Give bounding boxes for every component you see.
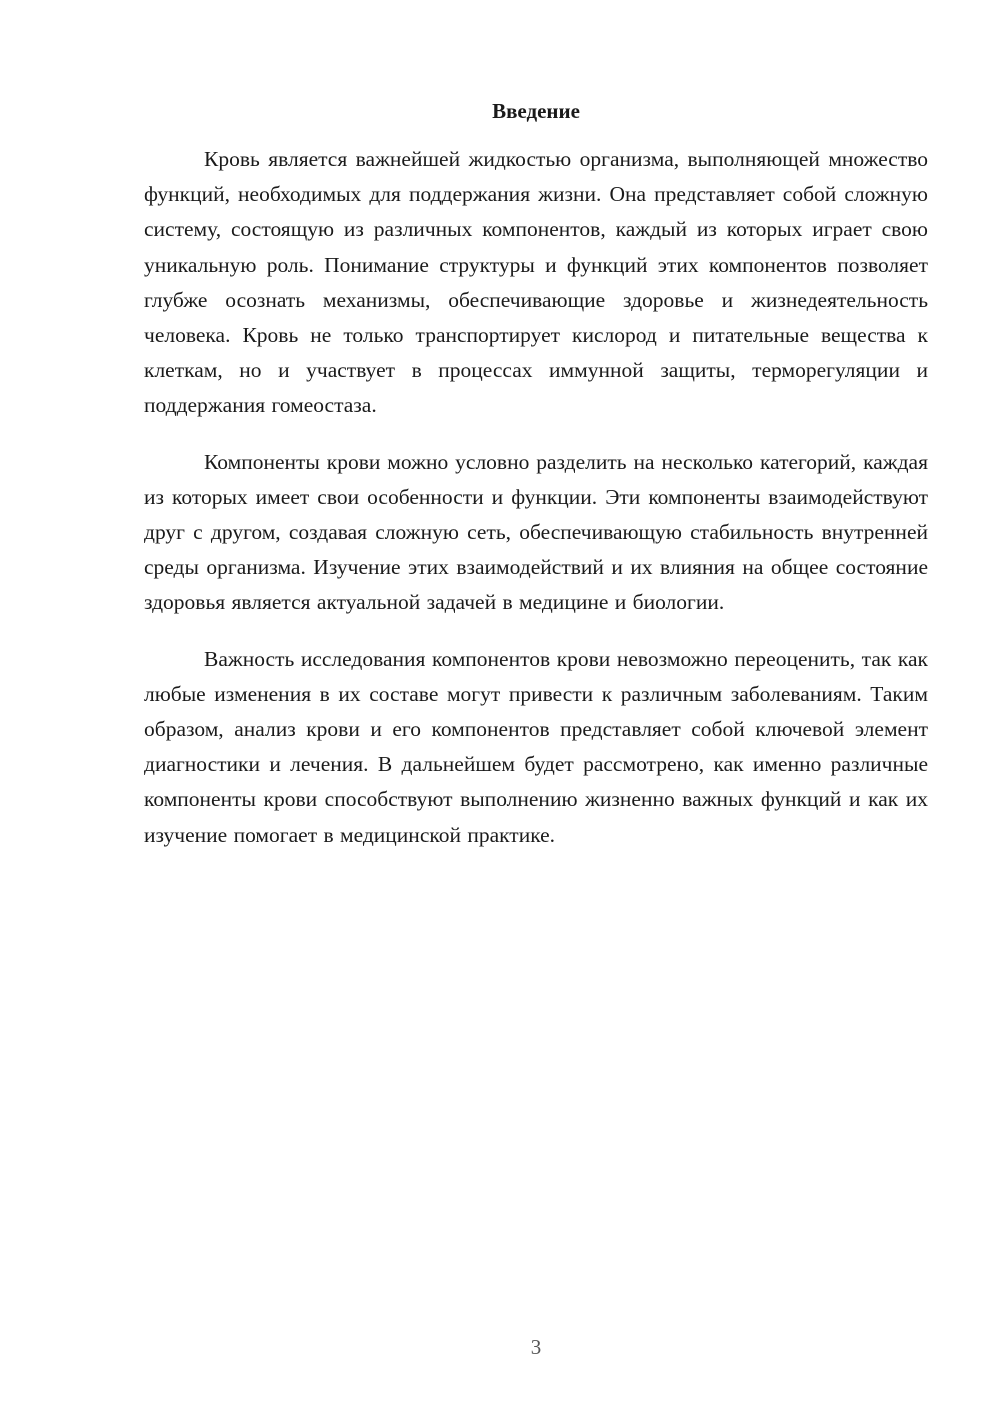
paragraph-2: Компоненты крови можно условно разделить на несколько категорий, каждая из которых имеет свои особенности и функции. Эти компоненты взаимодействуют друг с другом, создавая сложную сеть, обеспечивающую стабильность внутренней среды организма. Изучение этих взаимодействий и их влияния на общее состояние здоровья является актуальной задачей в медицине и биологии. xyxy=(144,449,928,615)
section-heading: Введение xyxy=(492,99,580,123)
body-text xyxy=(144,142,928,874)
page-number: 3 xyxy=(530,1335,542,1359)
paragraph-1: Кровь является важнейшей жидкостью организма, выполняющей множество функций, необходимых для поддержания жизни. Она представляет собой сложную систему, состоящую из различных компонентов, каждый из которых играет свою уникальную роль. Понимание структуры и функций этих компонентов позволяет глубже осознать механизмы, обеспечивающие здоровье и жизнедеятельность человека. Кровь не только транспортирует кислород и питательные вещества к клеткам, но и участвует в процессах иммунной защиты, терморегуляции и поддержания гомеостаза. xyxy=(144,147,928,418)
paragraph-3: Важность исследования компонентов крови невозможно переоценить, так как любые изменения в их составе могут привести к различным заболеваниям. Таким образом, анализ крови и его компонентов представляет собой ключевой элемент диагностики и лечения. В дальнейшем будет рассмотрено, как именно различные компоненты крови способствуют выполнению жизненно важных функций и как их изучение помогает в медицинской практике. xyxy=(144,646,928,847)
